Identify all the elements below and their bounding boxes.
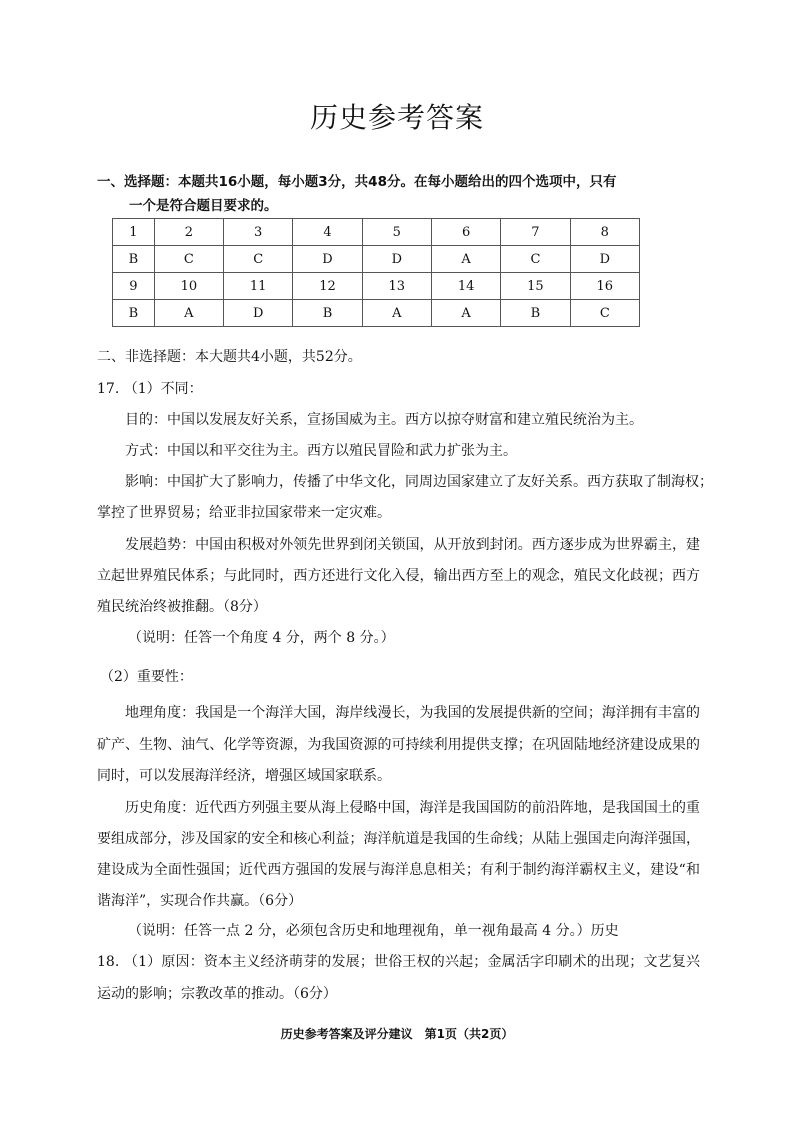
answer-line: 历史角度：近代西方列强主要从海上侵略中国，海洋是我国国防的前沿阵地，是我国国土的重 (125, 800, 700, 816)
answer-table (112, 218, 640, 327)
answer-line: 地理角度：我国是一个海洋大国，海岸线漫长，为我国的发展提供新的空间；海洋拥有丰富的 (125, 705, 700, 721)
table-cell: D (224, 300, 293, 327)
table-cell: B (113, 246, 155, 273)
note-line: （说明：任答一个角度 4 分，两个 8 分。） (128, 630, 395, 646)
answer-line: 殖民统治终被推翻。（8分） (97, 599, 267, 615)
table-cell: B (501, 300, 570, 327)
answer-line: 谐海洋”，实现合作共赢。（6分） (97, 893, 303, 909)
question-number-row (113, 273, 640, 300)
answer-row (113, 300, 640, 327)
table-cell: 9 (113, 273, 155, 300)
table-cell: C (570, 300, 639, 327)
q17-heading: 17. （1）不同： (97, 381, 203, 397)
table-cell: D (570, 246, 639, 273)
question-number-row (113, 219, 640, 246)
table-cell: A (431, 300, 500, 327)
table-cell: C (224, 246, 293, 273)
answer-line: 运动的影响；宗教改革的推动。（6分） (97, 986, 337, 1002)
table-cell: 5 (362, 219, 431, 246)
q18-line: 18. （1）原因：资本主义经济萌芽的发展；世俗王权的兴起；金属活字印刷术的出现；文艺复兴 (97, 954, 700, 970)
answer-line: 同时，可以发展海洋经济，增强区域国家联系。 (97, 768, 391, 784)
table-cell: 1 (113, 219, 155, 246)
answer-line: 矿产、生物、油气、化学等资源，为我国资源的可持续利用提供支撑；在巩固陆地经济建设成果的 (97, 737, 700, 753)
table-cell: 6 (431, 219, 500, 246)
section1-heading: 一、选择题：本题共16小题，每小题3分，共48分。在每小题给出的四个选项中，只有 (97, 174, 617, 190)
table-cell: A (154, 300, 223, 327)
table-cell: D (293, 246, 362, 273)
table-cell: 8 (570, 219, 639, 246)
table-cell: 12 (293, 273, 362, 300)
answer-line: 影响：中国扩大了影响力，传播了中华文化，同周边国家建立了友好关系。西方获取了制海权； (125, 474, 713, 490)
table-cell: 13 (362, 273, 431, 300)
table-cell: C (501, 246, 570, 273)
section1-heading-cont: 一个是符合题目要求的。 (129, 198, 278, 214)
table-cell: 16 (570, 273, 639, 300)
table-cell: 3 (224, 219, 293, 246)
table-cell: A (431, 246, 500, 273)
answer-line: 发展趋势：中国由积极对外领先世界到闭关锁国，从开放到封闭。西方逐步成为世界霸主，建 (125, 537, 700, 553)
table-cell: 2 (154, 219, 223, 246)
answer-line: 立起世界殖民体系；与此同时，西方还进行文化入侵，输出西方至上的观念，殖民文化歧视；西方 (97, 568, 700, 584)
note-line: （说明：任答一点 2 分，必须包含历史和地理视角，单一视角最高 4 分。）历史 (128, 923, 619, 939)
table-cell: 15 (501, 273, 570, 300)
answer-line: 掌控了世界贸易；给亚非拉国家带来一定灾难。 (97, 505, 391, 521)
table-cell: D (362, 246, 431, 273)
table-cell: B (293, 300, 362, 327)
table-cell: C (154, 246, 223, 273)
answer-line: 建设成为全面性强国；近代西方强国的发展与海洋息息相关；有利于制约海洋霸权主义，建设“和 (97, 862, 700, 878)
table-cell: A (362, 300, 431, 327)
table-cell: 14 (431, 273, 500, 300)
section2-heading: 二、非选择题：本大题共4小题，共52分。 (97, 349, 362, 365)
page-footer: 历史参考答案及评分建议 第1页（共2页） (280, 1027, 514, 1041)
answer-row (113, 246, 640, 273)
table-cell: 4 (293, 219, 362, 246)
answer-line: 要组成部分，涉及国家的安全和核心利益；海洋航道是我国的生命线；从陆上强国走向海洋强国， (97, 831, 700, 847)
page-title: 历史参考答案 (309, 101, 484, 134)
q17-part2-heading: （2）重要性： (100, 669, 193, 685)
table-cell: 10 (154, 273, 223, 300)
table-cell: 7 (501, 219, 570, 246)
answer-line: 目的：中国以发展友好关系，宣扬国威为主。西方以掠夺财富和建立殖民统治为主。 (125, 412, 643, 428)
answer-line: 方式：中国以和平交往为主。西方以殖民冒险和武力扩张为主。 (125, 443, 517, 459)
table-cell: B (113, 300, 155, 327)
table-cell: 11 (224, 273, 293, 300)
